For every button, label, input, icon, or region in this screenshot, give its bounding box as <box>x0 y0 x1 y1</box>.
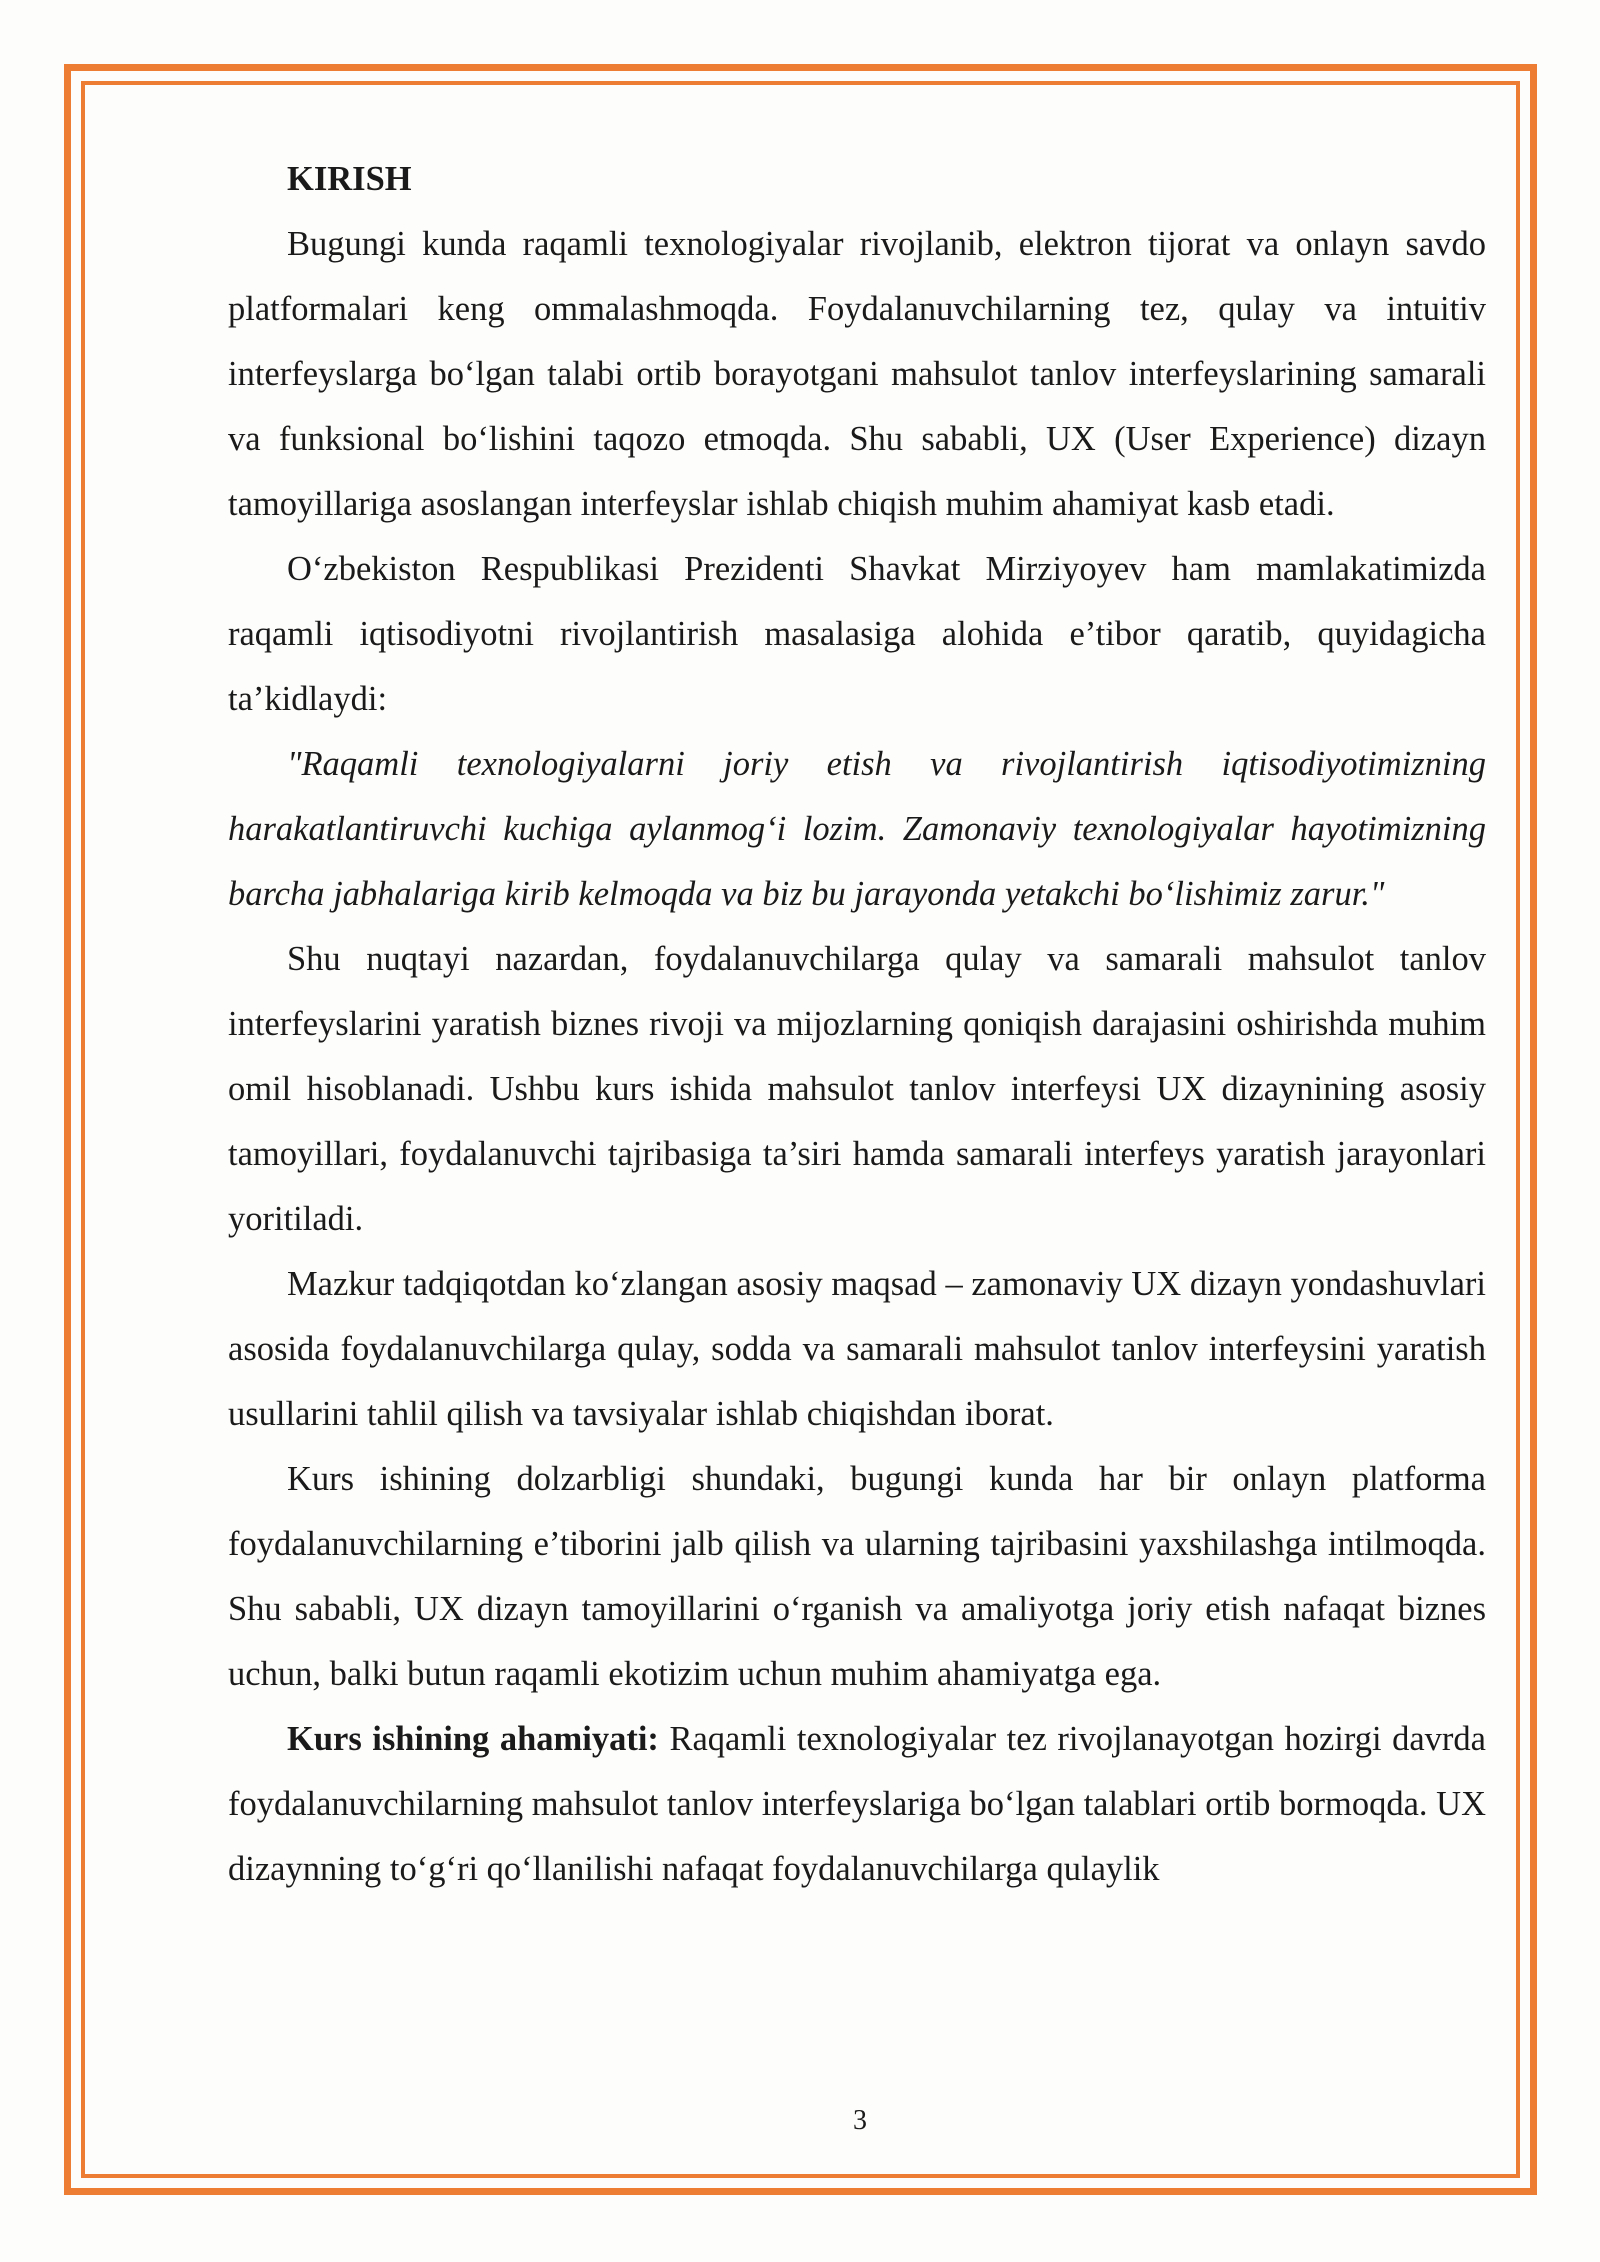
importance-lead: Kurs ishining ahamiyati: <box>287 1720 659 1758</box>
quote-paragraph: "Raqamli texnologiyalarni joriy etish va rivojlantirish iqtisodiyotimizning harakatlantiruvchi kuchiga aylanmog‘i lozim. Zamonaviy texnologiyalar hayotimizning barcha jabhalariga kirib kelmoqda va biz bu jarayonda yetakchi bo‘lishimiz zarur." <box>228 745 1486 913</box>
paragraph-goal: Mazkur tadqiqotdan ko‘zlangan asosiy maqsad – zamonaviy UX dizayn yondashuvlari asosida foydalanuvchilarga qulay, sodda va samarali mahsulot tanlov interfeysini yaratish usullarini tahlil qilish va tavsiyalar ishlab chiqishdan iborat. <box>228 1265 1486 1433</box>
paragraph-relevance: Kurs ishining dolzarbligi shundaki, bugungi kunda har bir onlayn platforma foydalanuvchilarning e’tiborini jalb qilish va ularning tajribasini yaxshilashga intilmoqda. Shu sababli, UX dizayn tamoyillarini o‘rganish va amaliyotga joriy etish nafaqat biznes uchun, balki butun raqamli ekotizim uchun muhim ahamiyatga ega. <box>228 1460 1486 1693</box>
importance-text: Raqamli texnologiyalar tez rivojlanayotgan hozirgi davrda foydalanuvchilarning mahsulot tanlov interfeyslariga bo‘lgan talablari ortib bormoqda. UX dizaynning to‘g‘ri qo‘llanilishi nafaqat foydalanuvchilarga qulaylik <box>228 1720 1486 1888</box>
paragraph-viewpoint: Shu nuqtayi nazardan, foydalanuvchilarga qulay va samarali mahsulot tanlov interfeyslarini yaratish biznes rivoji va mijozlarning qoniqish darajasini oshirishda muhim omil hisoblanadi. Ushbu kurs ishida mahsulot tanlov interfeysi UX dizaynining asosiy tamoyillari, foydalanuvchi tajribasiga ta’siri hamda samarali interfeys yaratish jarayonlari yoritiladi. <box>228 940 1486 1238</box>
paragraph-intro: Bugungi kunda raqamli texnologiyalar rivojlanib, elektron tijorat va onlayn savdo platformalari keng ommalashmoqda. Foydalanuvchilarning tez, qulay va intuitiv interfeyslarga bo‘lgan talabi ortib borayotgani mahsulot tanlov interfeyslarining samarali va funksional bo‘lishini taqozo etmoqda. Shu sababli, UX (User Experience) dizayn tamoyillariga asoslangan interfeyslar ishlab chiqish muhim ahamiyat kasb etadi. <box>228 225 1486 523</box>
paragraph-president: O‘zbekiston Respublikasi Prezidenti Shavkat Mirziyoyev ham mamlakatimizda raqamli iqtisodiyotni rivojlantirish masalasiga alohida e’tibor qaratib, quyidagicha ta’kidlaydi: <box>228 550 1486 718</box>
document-body <box>228 147 1486 1902</box>
section-heading: KIRISH <box>287 160 412 198</box>
paragraph-importance <box>228 1707 1486 1902</box>
page-number: 3 <box>853 2105 867 2136</box>
